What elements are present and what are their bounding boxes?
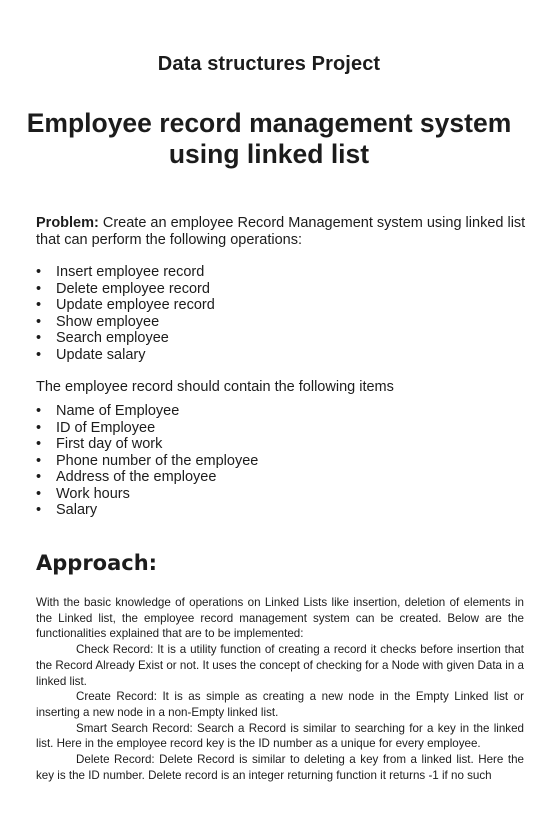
- list-item: • Delete employee record: [36, 281, 215, 298]
- problem-statement: [36, 215, 536, 249]
- list-item: • Address of the employee: [36, 469, 258, 486]
- approach-paragraph: With the basic knowledge of operations on Linked Lists like insertion, deletion of elements in the Linked list, the employee record management system can be created. Below are the functionalities explained that are to be implemented:: [36, 596, 524, 641]
- search-record-paragraph: Smart Search Record: Search a Record is similar to searching for a key in the linked list. Here in the employee record key is the ID number as a unique for every employee.: [36, 721, 524, 751]
- approach-body: [36, 595, 524, 783]
- list-item: • First day of work: [36, 436, 258, 453]
- list-item: • Show employee: [36, 314, 215, 331]
- list-item: • Name of Employee: [36, 403, 258, 420]
- list-item: • Update salary: [36, 347, 215, 364]
- record-items-list: [36, 403, 258, 519]
- list-item: • Salary: [36, 502, 258, 519]
- list-item: • Phone number of the employee: [36, 453, 258, 470]
- list-item: • Search employee: [36, 330, 215, 347]
- record-intro: The employee record should contain the following items: [36, 379, 394, 395]
- delete-record-paragraph: Delete Record: Delete Record is similar to deleting a key from a linked list. Here the key is the ID number. Delete record is an integer returning function it returns -1 if no such: [36, 753, 524, 782]
- document-title: Employee record management system using linked list: [26, 108, 512, 169]
- problem-label: Problem:: [36, 215, 99, 231]
- list-item: • Work hours: [36, 486, 258, 503]
- approach-heading: Approach:: [36, 551, 158, 575]
- list-item: • ID of Employee: [36, 420, 258, 437]
- list-item: • Insert employee record: [36, 264, 215, 281]
- operations-list: [36, 264, 215, 363]
- problem-text: Create an employee Record Management system using linked list that can perform the following operations:: [36, 215, 526, 248]
- project-subtitle: Data structures Project: [157, 53, 381, 75]
- create-record-paragraph: Create Record: It is as simple as creating a new node in the Empty Linked list or inserting a new node in a non-Empty linked list.: [36, 690, 524, 719]
- list-item: • Update employee record: [36, 297, 215, 314]
- check-record-paragraph: Check Record: It is a utility function of creating a record it checks before insertion that the Record Already Exist or not. It uses the concept of checking for a Node with given Data in a linked list.: [36, 643, 524, 688]
